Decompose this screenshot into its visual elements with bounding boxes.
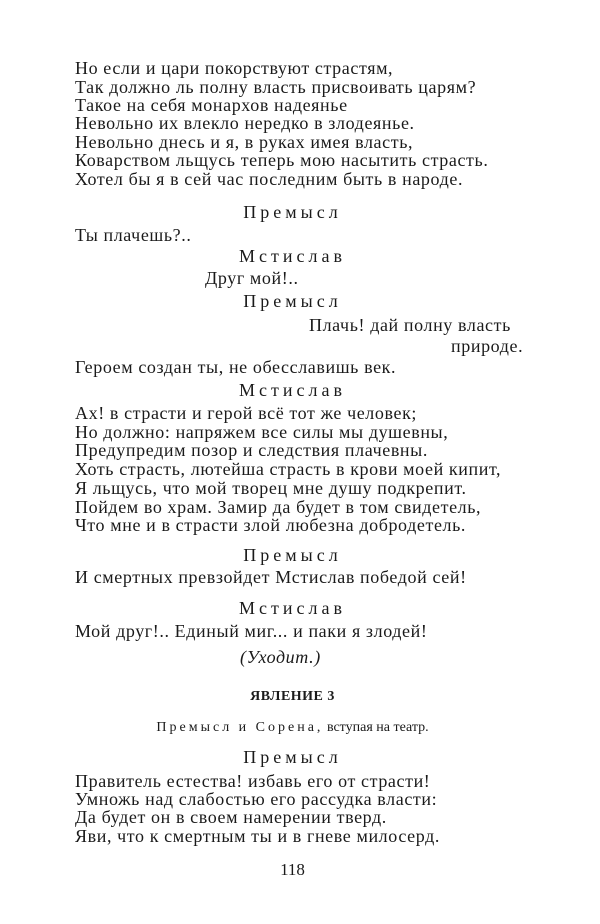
verse-line: Друг мой!.. [205, 268, 299, 288]
speaker-name: Премысл [243, 291, 342, 311]
speaker-name: Премысл [243, 202, 342, 222]
speaker-name: Мстислав [239, 380, 346, 400]
verse-line: Ах! в страсти и герой всё тот же человек; [75, 403, 418, 423]
verse-line: Да будет он в своем намерении тверд. [75, 807, 387, 827]
verse-line: Пойдем во храм. Замир да будет в том свидетель, [75, 497, 482, 517]
verse-line: Ты плачешь?.. [75, 225, 192, 245]
verse-line: Героем создан ты, не обесславишь век. [75, 357, 397, 377]
verse-line: Но если и цари покорствуют страстям, [75, 58, 394, 78]
scene-heading: ЯВЛЕНИЕ 3 [250, 689, 335, 704]
verse-line: Яви, что к смертным ты и в гневе милосерд. [75, 826, 440, 846]
verse-line: Умножь над слабостью его рассудка власти: [75, 789, 438, 809]
speaker-name: Премысл [243, 747, 342, 767]
verse-line: Такое на себя монархов надеянье [75, 95, 348, 115]
verse-line: природе. [451, 336, 524, 356]
verse-line: Но должно: напряжем все силы мы душевны, [75, 422, 449, 442]
verse-line: Что мне и в страсти злой любезна добродетель. [75, 515, 467, 535]
stage-direction [75, 719, 510, 737]
speaker-name: Мстислав [239, 598, 346, 618]
verse-line: Мой друг!.. Единый миг... и паки я злодей! [75, 621, 428, 641]
speaker-name: Мстислав [239, 246, 346, 266]
verse-line: Правитель естества! избавь его от страсти! [75, 771, 431, 791]
verse-line: Невольно днесь и я, в руках имея власть, [75, 132, 414, 152]
verse-line: Хоть страсть, лютейша страсть в крови моей кипит, [75, 459, 502, 479]
verse-line: Плачь! дай полну власть [309, 315, 511, 335]
page-number: 118 [280, 860, 305, 879]
verse-line: Невольно их влекло нередко в злодеянье. [75, 113, 415, 133]
verse-line: Хотел бы я в сей час последним быть в народе. [75, 169, 464, 189]
verse-line: Предупредим позор и следствия плачевны. [75, 440, 428, 460]
verse-line: Так должно ль полну власть присвоивать царям? [75, 77, 477, 97]
stage-direction-exit: (Уходит.) [240, 647, 321, 667]
stage-action: вступая на театр. [326, 720, 429, 735]
verse-line: Коварством льщусь теперь мою насытить страсть. [75, 150, 489, 170]
stage-names: Премысл и Сорена, [156, 720, 324, 735]
verse-line: И смертных превзойдет Мстислав победой сей! [75, 567, 467, 587]
speaker-name: Премысл [243, 545, 342, 565]
verse-line: Я льщусь, что мой творец мне душу подкрепит. [75, 478, 467, 498]
